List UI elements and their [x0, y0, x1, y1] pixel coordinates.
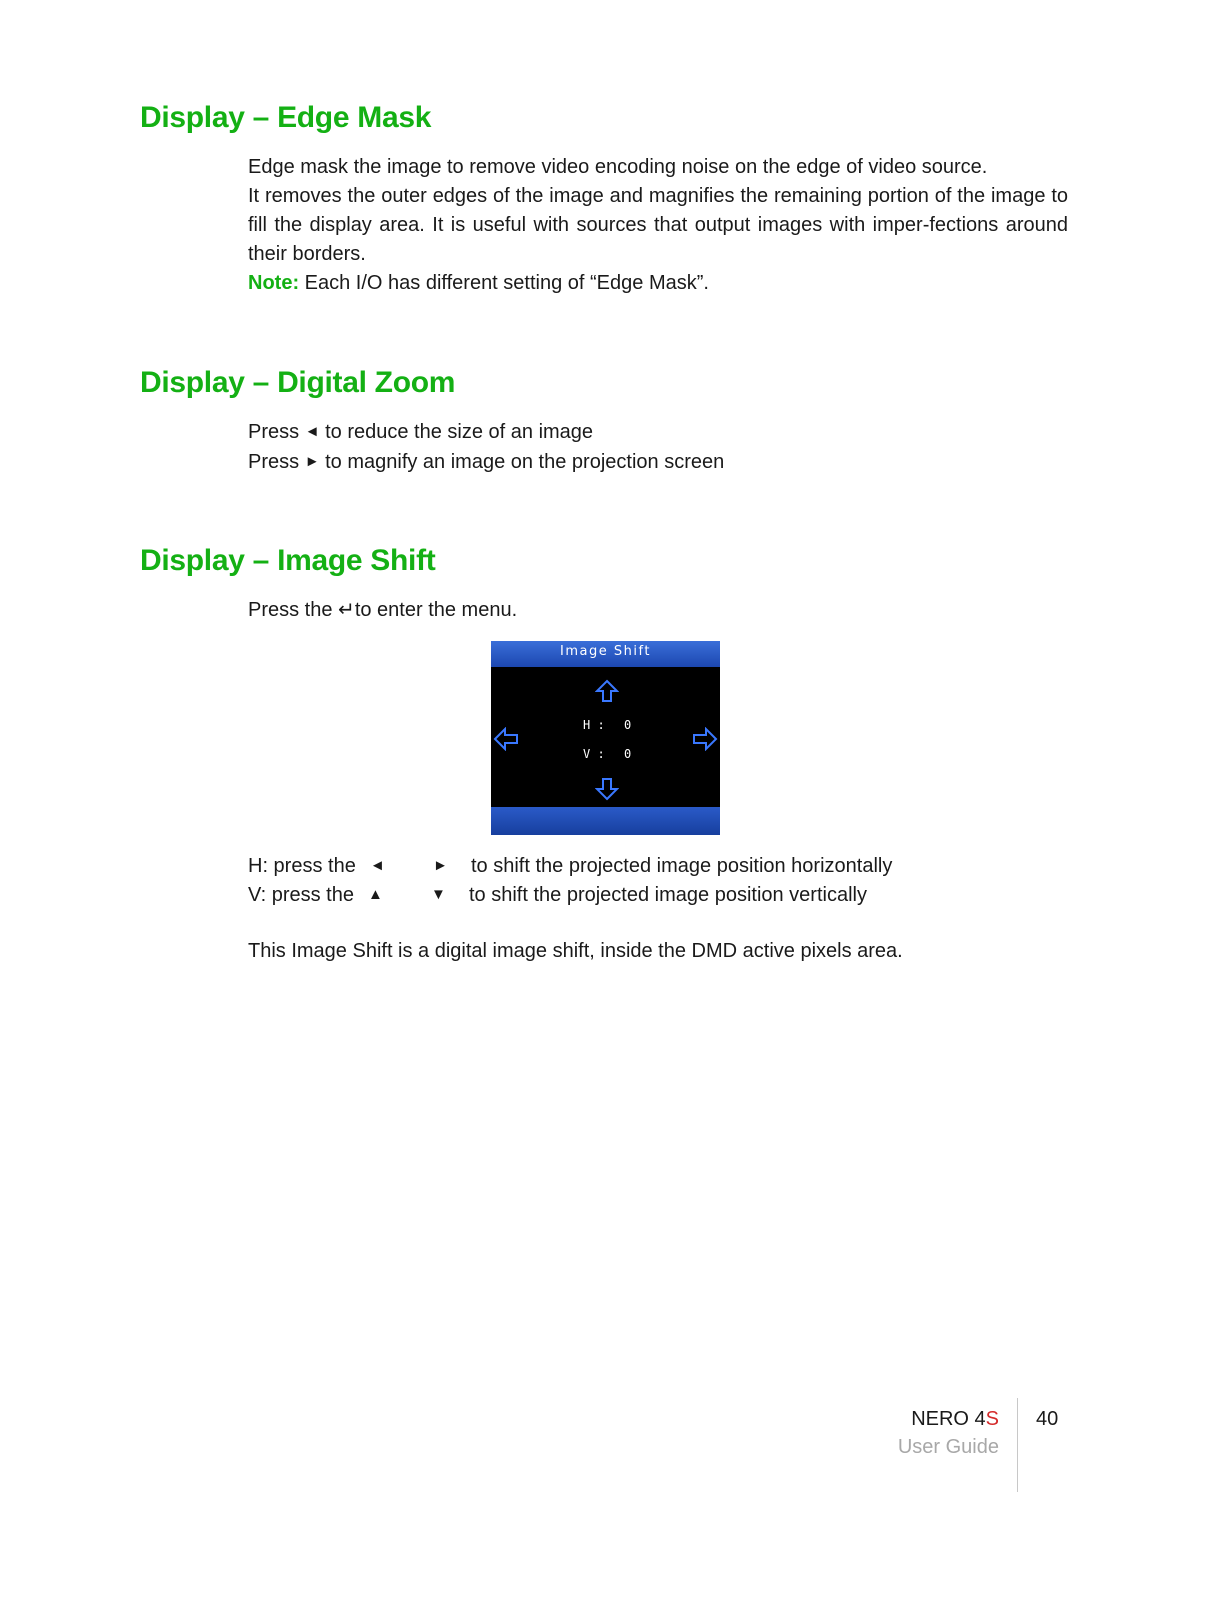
osd-h-label: H : [583, 718, 605, 732]
zoom-line2-pre: Press [248, 451, 305, 473]
h-label: H: press the [248, 855, 356, 877]
right-triangle-icon: ► [304, 453, 320, 470]
edge-mask-paragraph: It removes the outer edges of the image and magnifies the remaining portion of the image to fill the display area. It is useful with sources that output images with imper-fections around their borders. [248, 185, 1068, 265]
left-triangle-icon: ◄ [370, 857, 385, 874]
down-triangle-icon: ▼ [431, 886, 446, 903]
osd-title: Image Shift [491, 641, 720, 667]
edge-mask-line1: Edge mask the image to remove video encoding noise on the edge of video source. [248, 156, 988, 178]
intro-pre: Press the [248, 599, 339, 621]
zoom-line1-pre: Press [248, 421, 305, 443]
footer-brand [898, 1405, 999, 1461]
edge-mask-body [248, 153, 1068, 298]
page-number: 40 [1036, 1408, 1059, 1430]
arrow-down-icon [595, 777, 619, 801]
footer-divider [1017, 1398, 1018, 1492]
heading-image-shift: Display – Image Shift [140, 544, 436, 577]
up-triangle-icon: ▲ [368, 886, 383, 903]
digital-zoom-body [248, 418, 1068, 478]
product-name: NERO 4 [911, 1408, 986, 1430]
heading-edge-mask: Display – Edge Mask [140, 101, 432, 134]
zoom-line2-text: to magnify an image on the projection screen [319, 451, 725, 473]
edge-mask-note [248, 269, 1068, 298]
zoom-line1-text: to reduce the size of an image [319, 421, 594, 443]
image-shift-closing [248, 937, 1068, 966]
zoom-line2 [248, 448, 1068, 478]
intro-post: to enter the menu. [354, 599, 518, 621]
note-text: Each I/O has different setting of “Edge Mask”. [299, 272, 709, 294]
osd-footer-bar [491, 807, 720, 835]
shift-row-h [248, 852, 1008, 881]
osd-v-value: 0 [624, 747, 632, 761]
right-triangle-icon: ► [433, 857, 448, 874]
image-shift-osd-menu [491, 641, 720, 835]
v-label: V: press the [248, 884, 354, 906]
h-text: to shift the projected image position horizontally [471, 855, 893, 877]
heading-digital-zoom: Display – Digital Zoom [140, 366, 456, 399]
image-shift-intro-line [248, 596, 1068, 625]
footer-product [898, 1405, 999, 1433]
arrow-up-icon [595, 679, 619, 703]
image-shift-intro [248, 596, 1068, 625]
enter-icon: ↵ [338, 599, 355, 621]
zoom-line1 [248, 418, 1068, 448]
arrow-right-icon [692, 727, 718, 751]
note-label: Note: [248, 272, 300, 294]
closing-text: This Image Shift is a digital image shift, inside the DMD active pixels area. [248, 940, 903, 962]
arrow-left-icon [493, 727, 519, 751]
shift-instructions [248, 852, 1008, 910]
v-text: to shift the projected image position vertically [469, 884, 867, 906]
left-triangle-icon: ◄ [304, 423, 320, 440]
footer-subtitle: User Guide [897, 1436, 999, 1458]
shift-row-v [248, 881, 1008, 910]
osd-v-label: V : [583, 747, 605, 761]
osd-h-value: 0 [624, 718, 632, 732]
product-accent: S [985, 1408, 999, 1430]
